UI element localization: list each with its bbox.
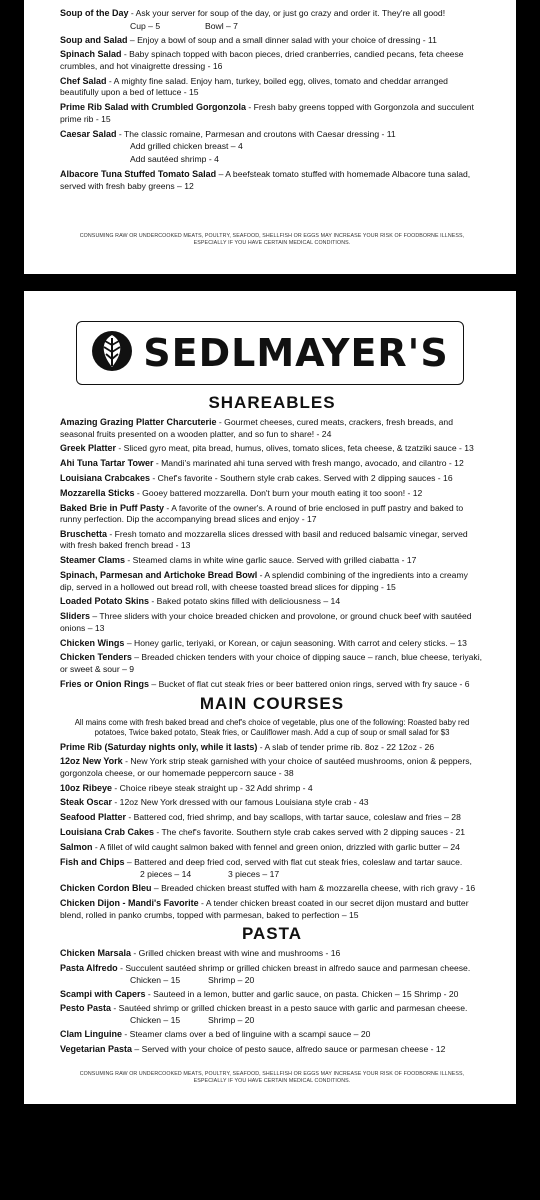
menu-item (60, 1044, 484, 1056)
item-desc: - Fresh tomato and mozzarella slices dressed with basil and reduced balsamic vinegar, served with fresh baked french bread - 13 (60, 528, 468, 551)
section-title-shareables: SHAREABLES (208, 393, 336, 412)
caesar-add-chicken: Add grilled chicken breast – 4 (130, 141, 243, 152)
item-desc: – Three sliders with your choice breaded chicken and provolone, or ground chuck beef with sautéed onions – 13 (60, 611, 472, 633)
item-name: Seafood Platter (60, 812, 127, 823)
disclaimer-line-2: ESPECIALLY IF YOU HAVE CERTAIN MEDICAL CONDITIONS. (193, 240, 351, 247)
item-desc: - Succulent sautéed shrimp or grilled chicken breast in alfredo sauce and parmesan cheese. (117, 963, 471, 974)
item-name: Albacore Tuna Stuffed Tomato Salad (60, 169, 217, 180)
item-name: Chicken Wings (60, 637, 125, 648)
item-desc: - 12oz New York dressed with our famous Louisiana style crab - 43 (112, 797, 369, 808)
menu-item (60, 555, 484, 567)
pesto-shrimp-price: Shrimp – 20 (208, 1015, 255, 1026)
item-desc: - Fresh baby greens topped with Gorgonzola and succulent prime rib - 15 (60, 102, 474, 124)
item-name: Prime Rib Salad with Crumbled Gorgonzola (60, 102, 247, 113)
item-name: Louisiana Crab Cakes (60, 827, 155, 837)
item-name: Prime Rib (Saturday nights only, while it lasts) (60, 741, 258, 752)
bowl-price: Bowl – 7 (205, 20, 238, 31)
item-desc: - The classic romaine, Parmesan and croutons with Caesar dressing - 11 (116, 128, 396, 139)
item-desc: - Steamer clams over a bed of linguine with a scampi sauce – 20 (122, 1029, 371, 1040)
item-desc: - Ask your server for soup of the day, or just go crazy and order it. They're all good! (128, 8, 446, 18)
menu-item (60, 529, 484, 552)
menu-item (60, 742, 484, 754)
item-desc: – A beefsteak tomato stuffed with homemade Albacore tuna salad, served with fresh baby greens – 12 (60, 169, 471, 191)
item-desc: - Gooey battered mozzarella. Don't burn your mouth eating it too soon! - 12 (134, 487, 423, 498)
two-pieces-price: 2 pieces – 14 (140, 869, 192, 880)
item-desc: - Grilled chicken breast with wine and mushrooms - 16 (131, 948, 341, 959)
item-name: Caesar Salad (60, 128, 117, 139)
menu-item (60, 989, 484, 1001)
menu-item (60, 756, 484, 779)
item-name: Amazing Grazing Platter Charcuterie (60, 417, 217, 427)
item-name: Mozzarella Sticks (60, 487, 135, 498)
item-name: Louisiana Crabcakes (60, 472, 151, 483)
menu-item (60, 898, 484, 921)
pesto-chicken-price: Chicken – 15 (130, 1015, 181, 1026)
menu-item (60, 652, 484, 675)
restaurant-logo (76, 321, 464, 385)
item-name: Fish and Chips (60, 856, 125, 867)
item-name: Spinach Salad (60, 49, 122, 60)
item-desc: - New York strip steak garnished with your choice of sautéed mushrooms, onion & peppers, gorgonzola cheese, or our homemade peppercorn sauce - 38 (60, 756, 472, 778)
logo-text: SEDLMAYER'S (143, 331, 449, 375)
item-desc: - A tender chicken breast coated in our secret dijon mustard and butter blend, rolled in panko crumbs, topped with parmesan, baked to perfection – 15 (60, 897, 469, 920)
item-desc: – Breaded chicken breast stuffed with ham & mozzarella cheese, with rich gravy - 16 (151, 883, 476, 894)
item-desc: - Gourmet cheeses, cured meats, crackers, fresh breads, and seasonal fruits presented on a wooden platter, and so fun to share! - 24 (60, 417, 453, 439)
menu-item (60, 417, 484, 440)
item-name: Fries or Onion Rings (60, 678, 150, 689)
menu-item (60, 570, 484, 593)
menu-item (60, 783, 484, 795)
item-desc: - A splendid combining of the ingredients into a creamy dip, served in a hollowed out bread roll, with cheese toasted bread slices for dipping - 15 (60, 570, 468, 592)
menu-item-soup-of-the-day (60, 8, 484, 20)
item-name: Pasta Alfredo (60, 963, 118, 974)
item-desc: - A fillet of wild caught salmon baked with fennel and green onion, drizzled with garlic butter – 24 (92, 841, 460, 852)
item-name: Pesto Pasta (60, 1003, 112, 1014)
item-name: Loaded Potato Skins (60, 596, 150, 607)
menu-item (60, 963, 484, 975)
item-name: 10oz Ribeye (60, 782, 113, 793)
pesto-prices (60, 1015, 484, 1026)
menu-item-prime-rib-salad (60, 102, 484, 125)
item-name: Chicken Tenders (60, 652, 132, 663)
item-desc: - A favorite of the owner's. A round of brie enclosed in puff pastry and baked to runny perfection. Dip the accompanying bread slices and enjoy - 17 (60, 502, 464, 525)
main-courses-intro: All mains come with fresh baked bread and chef's choice of vegetable, plus one of the following: Roasted baby red potatoes, Twice baked potato, Steak fries, or Cauliflower mash. Add a cup of soup or small salad for $3 (74, 717, 470, 737)
menu-item (60, 488, 484, 500)
item-name: Soup of the Day (60, 8, 129, 18)
menu-item-albacore-tuna (60, 169, 484, 192)
item-name: Greek Platter (60, 443, 117, 454)
item-name: Salmon (60, 841, 93, 852)
item-name: Chicken Marsala (60, 948, 132, 959)
item-name: Steamer Clams (60, 555, 126, 566)
item-desc: - Baked potato skins filled with deliciousness – 14 (149, 596, 341, 607)
three-pieces-price: 3 pieces – 17 (228, 869, 280, 880)
item-name: Bruschetta (60, 528, 108, 539)
menu-item (60, 1003, 484, 1015)
item-desc: – Battered and deep fried cod, served with flat cut steak fries, coleslaw and tartar sauce. (124, 856, 463, 867)
alfredo-chicken-price: Chicken – 15 (130, 974, 181, 985)
item-name: Chicken Dijon - Mandi's Favorite (60, 897, 199, 908)
item-desc: – Breaded chicken tenders with your choice of dipping sauce – ranch, blue cheese, teriyaki, or sweet & sour – 9 (60, 652, 483, 674)
item-desc: – Honey garlic, teriyaki, or Korean, or cajun seasoning. With carrot and celery sticks. – 13 (124, 637, 467, 648)
menu-item (60, 679, 484, 691)
item-desc: - A slab of tender prime rib. 8oz - 22 12oz - 26 (257, 741, 435, 752)
item-desc: - Steamed clams in white wine garlic sauce. Served with grilled ciabatta - 17 (125, 555, 417, 566)
item-name: Steak Oscar (60, 797, 113, 808)
item-desc: - Sauteed in a lemon, butter and garlic sauce, on pasta. Chicken – 15 Shrimp - 20 (145, 988, 459, 999)
menu-item (60, 611, 484, 634)
item-name: Soup and Salad (60, 34, 128, 45)
menu-item (60, 842, 484, 854)
menu-item (60, 473, 484, 485)
menu-item (60, 596, 484, 608)
item-name: Scampi with Capers (60, 988, 146, 999)
menu-item-spinach-salad (60, 49, 484, 72)
menu-page-1 (24, 0, 516, 274)
menu-item (60, 857, 484, 869)
alfredo-prices (60, 975, 484, 986)
menu-item (60, 1029, 484, 1041)
item-name: Chef Salad (60, 75, 107, 86)
menu-item (60, 827, 484, 839)
leaf-icon (91, 330, 133, 377)
item-desc: - Battered cod, fried shrimp, and bay scallops, with tartar sauce, coleslaw and fries – 28 (126, 812, 461, 823)
menu-item (60, 458, 484, 470)
cup-price: Cup – 5 (130, 20, 161, 31)
item-desc: – Served with your choice of pesto sauce, alfredo sauce or parmesan cheese - 12 (132, 1043, 446, 1054)
item-desc: - A mighty fine salad. Enjoy ham, turkey, boiled egg, olives, tomato and cheddar arranged beautifully upon a bed of lettuce - 15 (60, 75, 448, 98)
disclaimer-line-2: ESPECIALLY IF YOU HAVE CERTAIN MEDICAL CONDITIONS. (193, 1077, 351, 1084)
item-name: Baked Brie in Puff Pasty (60, 502, 165, 513)
menu-item-caesar-salad (60, 129, 484, 141)
section-title-main-courses: MAIN COURSES (199, 693, 345, 713)
item-desc: – Bucket of flat cut steak fries or beer battered onion rings, served with fry sauce - 6 (149, 678, 470, 689)
menu-page-2 (24, 291, 516, 1104)
item-name: 12oz New York (60, 756, 123, 767)
menu-item (60, 443, 484, 455)
alfredo-shrimp-price: Shrimp – 20 (208, 974, 255, 985)
item-name: Clam Linguine (60, 1029, 123, 1040)
caesar-add-shrimp: Add sautéed shrimp - 4 (130, 154, 219, 165)
menu-item (60, 797, 484, 809)
menu-item-chef-salad (60, 76, 484, 99)
menu-item-soup-and-salad (60, 35, 484, 47)
menu-item (60, 883, 484, 895)
section-title-pasta: PASTA (241, 924, 303, 944)
item-desc: - Sliced gyro meat, pita bread, humus, olives, tomato slices, feta cheese, & tzatziki sauce - 13 (116, 443, 474, 454)
item-desc: - Mandi's marinated ahi tuna served with fresh mango, avocado, and cilantro - 12 (153, 458, 464, 469)
item-desc: - Choice ribeye steak straight up - 32 Add shrimp - 4 (112, 782, 313, 793)
item-desc: - Chef's favorite - Southern style crab cakes. Served with 2 dipping sauces - 16 (150, 472, 453, 483)
item-name: Sliders (60, 611, 91, 622)
item-desc: - The chef's favorite. Southern style crab cakes served with 2 dipping sauces - 21 (154, 827, 466, 837)
item-name: Chicken Cordon Bleu (60, 883, 152, 894)
menu-item (60, 638, 484, 650)
item-desc: – Enjoy a bowl of soup and a small dinner salad with your choice of dressing - 11 (127, 34, 437, 45)
disclaimer-line-1: CONSUMING RAW OR UNDERCOOKED MEATS, POULTRY, SEAFOOD, SHELLFISH OR EGGS MAY INCREASE YOUR RISK OF FOODBORNE ILLNESS, (79, 233, 465, 240)
item-name: Vegetarian Pasta (60, 1043, 133, 1054)
disclaimer-line-1: CONSUMING RAW OR UNDERCOOKED MEATS, POULTRY, SEAFOOD, SHELLFISH OR EGGS MAY INCREASE YOUR RISK OF FOODBORNE ILLNESS, (79, 1070, 465, 1077)
fish-chips-prices (60, 869, 484, 880)
item-name: Ahi Tuna Tartar Tower (60, 458, 154, 469)
menu-item (60, 812, 484, 824)
soup-prices (60, 21, 484, 32)
menu-item (60, 503, 484, 526)
menu-item (60, 948, 484, 960)
item-desc: - Baby spinach topped with bacon pieces, dried cranberries, candied pecans, feta cheese crumbles, and hot vinaigrette dressing - 16 (60, 49, 464, 71)
item-name: Spinach, Parmesan and Artichoke Bread Bowl (60, 570, 258, 581)
item-desc: - Sautéed shrimp or grilled chicken breast in a pesto sauce with garlic and parmesan cheese. (111, 1003, 468, 1014)
